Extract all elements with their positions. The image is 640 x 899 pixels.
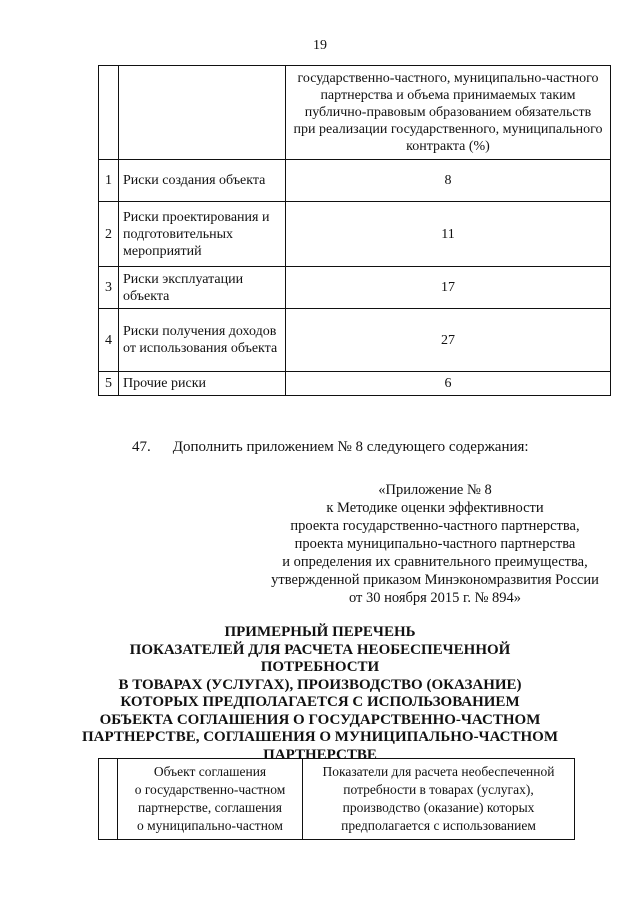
row-num: 5 [99,372,119,396]
appendix-line: утвержденной приказом Минэкономразвития России [271,572,599,588]
row-value: 6 [286,372,611,396]
table-header-row [99,66,611,160]
row-value: 8 [286,160,611,202]
header-line: о муниципально-частном [137,818,283,833]
header-object-cell [118,759,303,840]
row-value: 17 [286,267,611,309]
appendix-line: «Приложение № 8 [378,482,492,498]
row-value: 27 [286,309,611,372]
instruction-paragraph [132,439,529,456]
header-line: потребности в товарах (услугах), [343,782,534,797]
header-line: производство (оказание) которых [342,800,535,815]
row-name: Прочие риски [119,372,286,396]
title-line: КОТОРЫХ ПРЕДПОЛАГАЕТСЯ С ИСПОЛЬЗОВАНИЕМ [120,694,520,710]
table-row [99,372,611,396]
header-line: Объект соглашения [153,764,267,779]
appendix-line: проекта муниципально-частного партнерства [294,536,576,552]
title-line: ОБЪЕКТА СОГЛАШЕНИЯ О ГОСУДАРСТВЕННО-ЧАСТНОМ [99,711,541,728]
appendix-header [250,481,620,607]
risk-table [98,65,611,396]
title-line: ПАРТНЕРСТВЕ, СОГЛАШЕНИЯ О МУНИЦИПАЛЬНО-ЧАСТНОМ [81,729,558,745]
title-line: ПОКАЗАТЕЛЕЙ ДЛЯ РАСЧЕТА НЕОБЕСПЕЧЕННОЙ ПОТРЕБНОСТИ [129,641,511,675]
table-row [99,309,611,372]
row-num: 2 [99,202,119,267]
row-num: 3 [99,267,119,309]
appendix-line: и определения их сравнительного преимущества, [282,554,588,570]
row-name: Риски создания объекта [119,160,286,202]
header-line: партнерстве, соглашения [138,800,282,815]
instruction-text: Дополнить приложением № 8 следующего содержания: [172,439,529,455]
header-indicators-cell [303,759,575,840]
table-row [99,267,611,309]
title-line: В ТОВАРАХ (УСЛУГАХ), ПРОИЗВОДСТВО (ОКАЗАНИЕ) [118,676,522,693]
appendix-line: к Методике оценки эффективности [326,500,544,516]
appendix-line: от 30 ноября 2015 г. № 894» [348,590,522,606]
indicator-table [98,758,575,840]
page-number: 19 [313,38,327,53]
title-line: ПАРТНЕРСТВЕ [263,746,377,763]
header-value-cell [286,66,611,160]
row-num: 1 [99,160,119,202]
appendix-line: проекта государственно-частного партнерства, [290,518,580,534]
table-header-row [99,759,575,840]
row-value: 11 [286,202,611,267]
header-line: Показатели для расчета необеспеченной [322,764,555,779]
item-number: 47. [132,439,151,455]
document-title [70,624,570,764]
header-line: предполагается с использованием [341,818,536,833]
title-line: ПРИМЕРНЫЙ ПЕРЕЧЕНЬ [224,624,416,640]
table-row [99,202,611,267]
table-row [99,160,611,202]
header-num-cell [99,66,119,160]
header-num-cell [99,759,118,840]
header-line: о государственно-частном [134,782,286,797]
header-name-cell [119,66,286,160]
row-name: Риски проектирования и подготовительных мероприятий [119,202,286,267]
row-name: Риски эксплуатации объекта [119,267,286,309]
row-num: 4 [99,309,119,372]
row-name: Риски получения доходов от использования объекта [119,309,286,372]
header-text: государственно-частного, муниципально-частного партнерства и объема принимаемых таким публично-правовым образованием обязательств при реализации государственного, муниципального контракта (%) [293,71,603,154]
